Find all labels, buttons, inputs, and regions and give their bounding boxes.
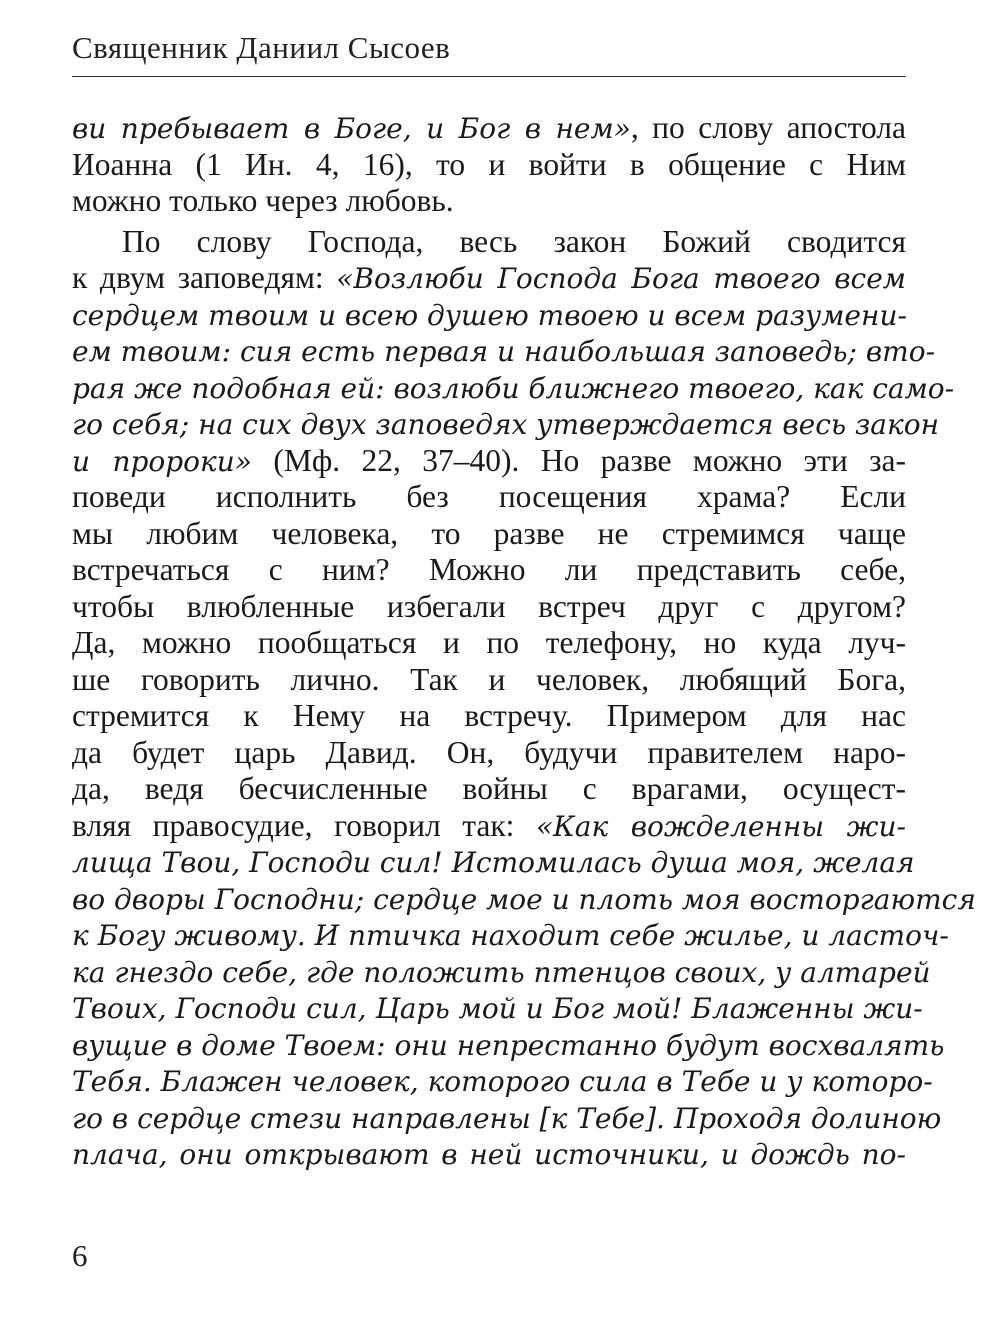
text-line <box>72 479 906 516</box>
text-line <box>72 1027 945 1064</box>
header-rule <box>72 76 906 77</box>
text-line <box>72 735 906 772</box>
italic-quote-segment: ви пребывает в Боге, и Бог в нем» <box>72 112 631 145</box>
text-line <box>72 625 906 662</box>
text-line <box>72 881 976 918</box>
text-line <box>72 443 906 480</box>
text-line <box>72 771 906 808</box>
body-text <box>72 110 976 1173</box>
italic-quote-segment: во дворы Господни; сердце мое и плоть моя восторгаются <box>72 882 976 916</box>
text-line <box>72 147 906 184</box>
text-line <box>72 260 906 297</box>
text-line <box>72 844 915 881</box>
text-line <box>72 808 906 845</box>
italic-quote-segment: к Богу живому. И птичка находит себе жилье, и ласточ- <box>72 919 949 952</box>
text-line <box>72 297 906 334</box>
text-segment: (Мф. 22, 37–40). Но разве можно эти за- <box>251 442 906 478</box>
text-segment: Иоанна (1 Ин. 4, 16), то и войти в общение с Ним <box>72 146 906 182</box>
running-head: Священник Даниил Сысоев <box>72 30 451 65</box>
italic-quote-segment: плача, они открывают в ней источники, и дождь по- <box>72 1138 906 1171</box>
text-segment: мы любим человека, то разве не стремимся чаще <box>72 515 906 551</box>
text-line <box>72 698 906 735</box>
italic-quote-segment: лища Твои, Господи сил! Истомилась душа моя, желая <box>72 846 915 879</box>
text-line <box>72 589 906 626</box>
italic-quote-segment: «Как вожделенны жи- <box>535 809 906 843</box>
italic-quote-segment: вущие в доме Твоем: они непрестанно будут восхвалять <box>72 1028 945 1062</box>
text-segment: вляя правосудие, говорил так: <box>72 807 536 843</box>
italic-quote-segment: Твоих, Господи сил, Царь мой и Бог мой! Блаженны жи- <box>72 992 923 1025</box>
text-segment: да, ведя бесчисленные войны с врагами, осущест- <box>72 771 906 806</box>
text-line <box>72 1063 933 1100</box>
text-line <box>72 224 906 261</box>
text-line <box>72 662 906 699</box>
text-line <box>72 110 906 147</box>
text-line <box>72 552 906 589</box>
text-line <box>72 954 931 991</box>
italic-quote-segment: сердцем твоим и всею душею твоею и всем разумени- <box>72 298 907 332</box>
text-segment: Да, можно пообщаться и по телефону, но куда луч- <box>72 625 906 660</box>
text-line <box>72 406 940 443</box>
text-line <box>72 370 955 407</box>
text-segment: можно только через любовь. <box>72 183 454 218</box>
text-segment: поведи исполнить без посещения храма? Если <box>72 479 906 514</box>
italic-quote-segment: рая же подобная ей: возлюби ближнего твоего, как само- <box>72 371 955 405</box>
text-line <box>72 183 906 220</box>
page-number: 6 <box>72 1238 88 1273</box>
text-segment: , по слову апостола <box>630 110 906 145</box>
text-segment: встречаться с ним? Можно ли представить себе, <box>72 552 906 587</box>
text-segment: ше говорить лично. Так и человек, любящий Бога, <box>72 661 906 697</box>
text-line <box>72 1100 942 1137</box>
text-line <box>72 990 923 1027</box>
text-line <box>72 917 949 954</box>
text-segment: По слову Господа, весь закон Божий сводится <box>122 223 906 259</box>
text-segment: к двум заповедям: <box>72 260 337 295</box>
text-segment: да будет царь Давид. Он, будучи правителем наро- <box>72 734 906 770</box>
italic-quote-segment: ем твоим: сия есть первая и наибольшая заповедь; вто- <box>72 335 936 368</box>
italic-quote-segment: го в сердце стези направлены [к Тебе]. Проходя долиною <box>72 1101 942 1135</box>
italic-quote-segment: «Возлюби Господа Бога твоего всем <box>336 262 906 295</box>
text-line <box>72 516 906 553</box>
text-segment: стремится к Нему на встречу. Примером для нас <box>72 698 906 733</box>
italic-quote-segment: ка гнездо себе, где положить птенцов своих, у алтарей <box>72 955 931 989</box>
italic-quote-segment: и пророки» <box>72 444 252 478</box>
italic-quote-segment: Тебя. Блажен человек, которого сила в Тебе и у которо- <box>72 1065 933 1098</box>
text-segment: чтобы влюбленные избегали встреч друг с другом? <box>72 588 906 624</box>
italic-quote-segment: го себя; на сих двух заповедях утверждается весь закон <box>72 408 940 441</box>
text-line <box>72 1136 906 1173</box>
text-line <box>72 333 936 370</box>
